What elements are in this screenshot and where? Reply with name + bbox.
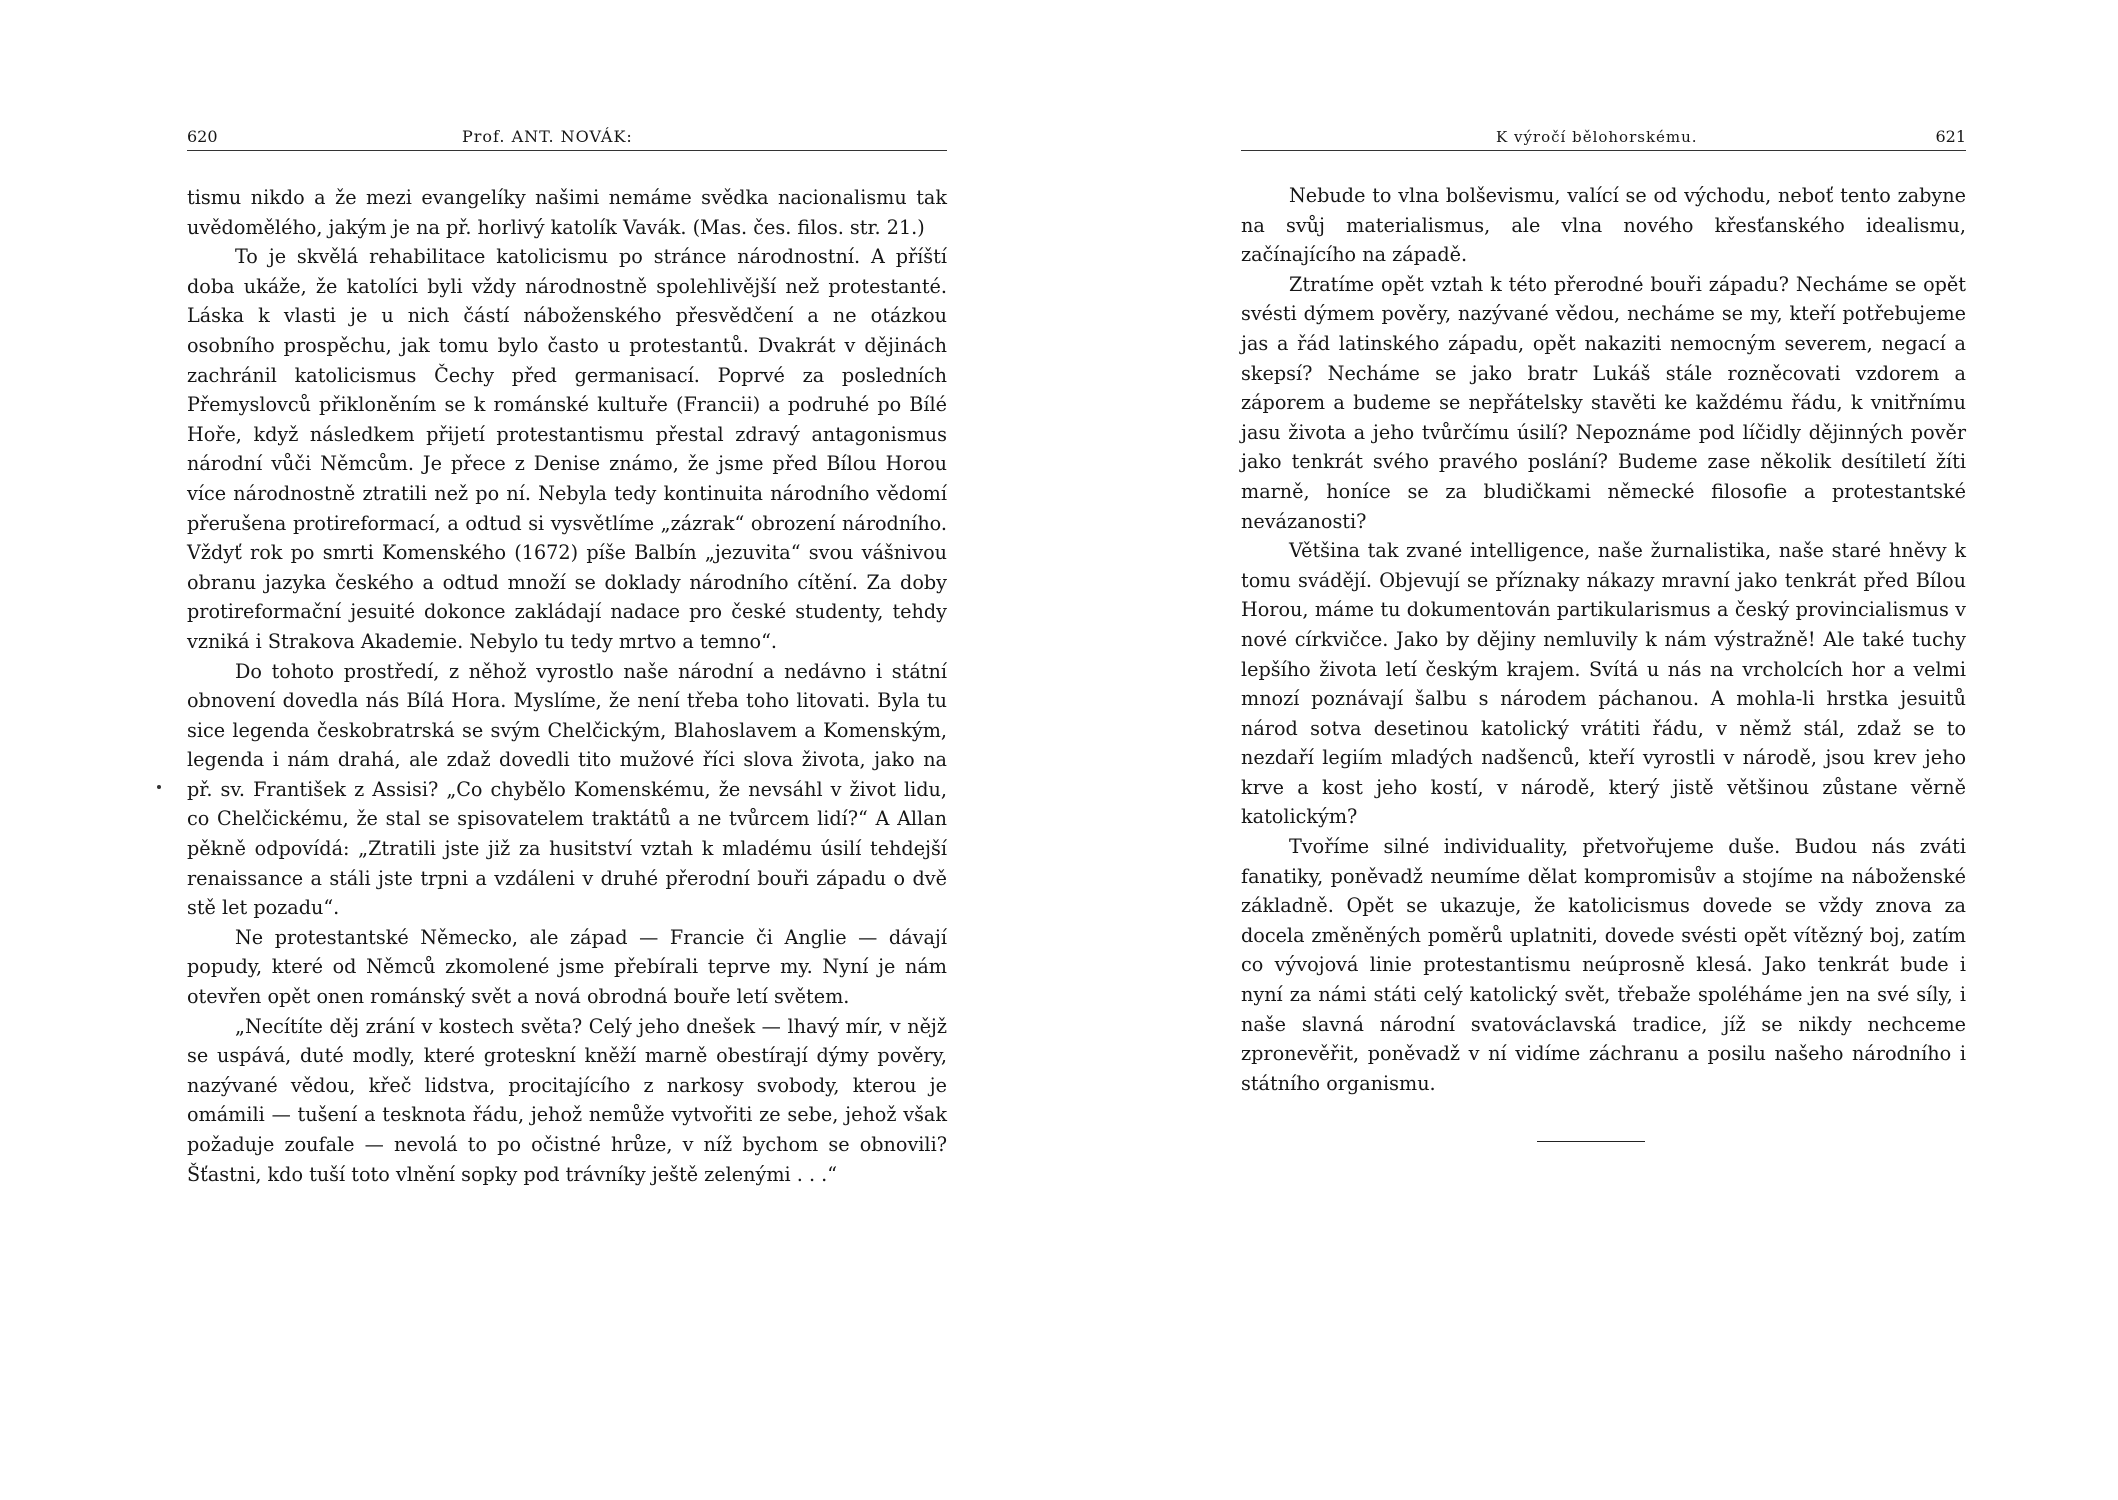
- margin-mark: [157, 785, 161, 789]
- paragraph: Tvoříme silné individuality, přetvořujeme duše. Budou nás zváti fanatiky, poněvadž neumíme dělat kompromisův a stojíme na náboženské základně. Opět se ukazuje, že katolicismus dovede se vždy znova za docela změněných poměrů uplatniti, dovede svésti opět vítězný boj, zatím co vývojová linie protestantismu neúprosně klesá. Jako tenkrát bude i nyní za námi státi celý katolický svět, třebaže spoléháme jen na své síly, i naše slavná národní svatováclavská tradice, jíž se nikdy nechceme zpronevěřit, poněvadž v ní vidíme záchranu a posilu našeho národního i státního organismu.: [1241, 835, 1966, 1095]
- left-running-head: [187, 124, 947, 151]
- page-number: 621: [1935, 127, 1966, 146]
- left-page: [187, 0, 947, 1189]
- running-head-title: Prof. ANT. NOVÁK:: [462, 127, 633, 146]
- page-number: 620: [187, 127, 218, 146]
- left-page-body: [187, 183, 947, 1189]
- paragraph: Většina tak zvané intelligence, naše žurnalistika, naše staré hněvy k tomu svádějí. Objevují se příznaky nákazy mravní jako tenkrát před Bílou Horou, máme tu dokumentován partikularismus a český provincialismus v nové církvičce. Jako by dějiny nemluvily k nám výstražně! Ale také tuchy lepšího života letí českým krajem. Svítá u nás na vrcholcích hor a velmi mnozí poznávají šalbu s národem páchanou. A mohla-li hrstka jesuitů národ sotva desetinou katolický vrátiti řádu, v němž stál, zdaž se to nezdaří legiím mladých nadšenců, kteří vyrostli v národě, jsou krev jeho krve a kost jeho kostí, v národě, který jistě většinou zůstane věrně katolickým?: [1241, 539, 1966, 829]
- paragraph: Do tohoto prostředí, z něhož vyrostlo naše národní a nedávno i státní obnovení dovedla nás Bílá Hora. Myslíme, že není třeba toho litovati. Byla tu sice legenda českobratrská se svým Chelčickým, Blahoslavem a Komenským, legenda i nám drahá, ale zdaž dovedli tito mužové říci slova života, jako na př. sv. František z Assisi? „Co chybělo Komenskému, že nevsáhl v život lidu, co Chelčickému, že stal se spisovatelem traktátů a ne tvůrcem lidí?“ A Allan pěkně odpovídá: „Ztratili jste již za husitství vztah k mladému úsilí tehdejší renaissance a stáli jste trpni a vzdáleni v druhé přerodní bouři západu o dvě stě let pozadu“.: [187, 659, 947, 920]
- paragraph: Ztratíme opět vztah k této přerodné bouři západu? Necháme se opět svésti dýmem pověry, nazývané vědou, necháme se my, kteří potřebujeme jas a řád latinského západu, opět nakaziti nemocným severem, negací a skepsí? Necháme se jako bratr Lukáš stále rozněcovati vzdorem a záporem a budeme se nepřátelsky stavěti ke každému řádu, k vnitřnímu jasu života a jeho tvůrčímu úsilí? Nepoznáme pod líčidly dějinných pověr jako tenkrát svého pravého poslání? Budeme zase několik desítiletí žíti marně, honíce se za bludičkami německé filosofie a protestantské nevázanosti?: [1241, 272, 1966, 533]
- paragraph: Ne protestantské Německo, ale západ — Francie či Anglie — dávají popudy, které od Němců zkomolené jsme přebírali teprve my. Nyní je nám otevřen opět onen románský svět a nová obrodná bouře letí světem.: [187, 925, 947, 1009]
- paragraph: Nebude to vlna bolševismu, valící se od východu, neboť tento zabyne na svůj materialismus, ale vlna nového křesťanského idealismu, začínajícího na západě.: [1241, 184, 1966, 267]
- paragraph: „Necítíte děj zrání v kostech světa? Celý jeho dnešek — lhavý mír, v nějž se uspává, duté modly, které groteskní kněží marně obestírají dýmy pověry, nazývané vědou, křeč lidstva, procitajícího z narkosy svobody, kterou je omámili — tušení a tesknota řádu, jehož nemůže vytvořiti ze sebe, jehož však požaduje zoufale — nevolá to po očistné hrůze, v níž bychom se obnovili? Šťastni, kdo tuší toto vlnění sopky pod trávníky ještě zelenými . . .“: [187, 1014, 947, 1186]
- right-page-body: [1241, 181, 1966, 1098]
- right-running-head: [1241, 124, 1966, 151]
- running-head-title: K výročí bělohorskému.: [1496, 128, 1698, 146]
- paragraph: To je skvělá rehabilitace katolicismu po stránce národnostní. A příští doba ukáže, že katolíci byli vždy národnostně spolehlivější než protestanté. Láska k vlasti je u nich částí náboženského přesvědčení a ne otázkou osobního prospěchu, jak tomu bylo často u protestantů. Dvakrát v dějinách zachránil katolicismus Čechy před germanisací. Poprvé za posledních Přemyslovců přikloněním se k románské kultuře (Francii) a podruhé po Bílé Hoře, když následkem přijetí protestantismu přestal zdravý antagonismus národní vůči Němcům. Je přece z Denise známo, že jsme před Bílou Horou více národnostně ztratili než po ní. Nebyla tedy kontinuita národního vědomí přerušena protireformací, a odtud si vysvětlíme „zázrak“ obrození národního. Vždyť rok po smrti Komenského (1672) píše Balbín „jezuvita“ svou vášnivou obranu jazyka českého a odtud množí se doklady národního cítění. Za doby protireformační jesuité dokonce zakládají nadace pro české studenty, tehdy vzniká i Strakova Akademie. Nebylo tu tedy mrtvo a temno“.: [187, 245, 947, 653]
- right-page: [1241, 0, 1966, 1098]
- end-of-article-rule: [1537, 1141, 1645, 1142]
- paragraph: tismu nikdo a že mezi evangelíky našimi nemáme svědka nacionalismu tak uvědomělého, jakým je na př. horlivý katolík Vavák. (Mas. čes. filos. str. 21.): [187, 186, 947, 239]
